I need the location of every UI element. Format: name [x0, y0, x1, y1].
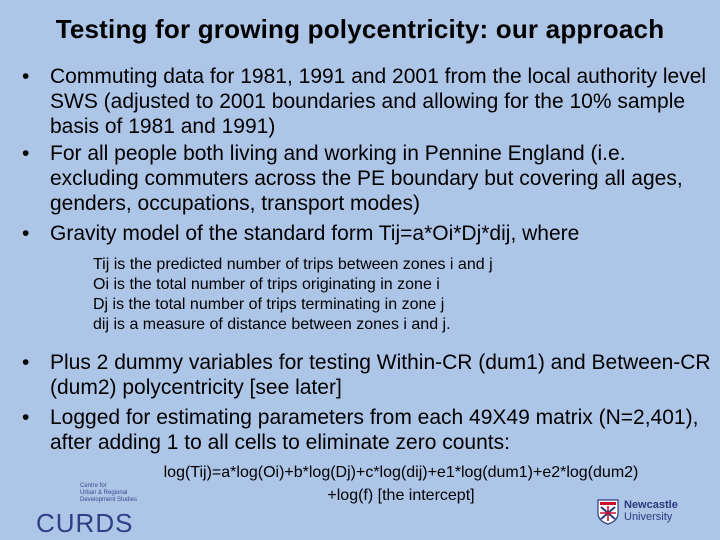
definitions-list [93, 255, 693, 335]
bullet-marker: • [22, 222, 30, 245]
bullet-text: Plus 2 dummy variables for testing Within-CR (dum1) and Between-CR (dum2) polycentricity [see later] [50, 351, 711, 399]
bullet-marker: • [22, 142, 30, 165]
formula-line-2: +log(f) [the intercept] [327, 487, 475, 504]
bullet-marker: • [22, 406, 30, 429]
newcastle-university-logo [597, 499, 697, 527]
definition-oi: Oi is the total number of trips originating in zone i [93, 276, 440, 293]
bullet-marker: • [22, 65, 30, 88]
bullet-marker: • [22, 351, 30, 374]
definition-tij: Tij is the predicted number of trips between zones i and j [93, 256, 493, 273]
bullet-text: Commuting data for 1981, 1991 and 2001 from the local authority level SWS (adjusted to 2001 boundaries and allowing for the 10% sample basis of 1981 and 1991) [50, 65, 707, 138]
bullet-text: Logged for estimating parameters from each 49X49 matrix (N=2,401), after adding 1 to all cells to eliminate zero counts: [50, 406, 699, 454]
bullet-population [22, 141, 712, 216]
definition-dj: Dj is the total number of trips terminating in zone j [93, 296, 445, 313]
curds-subtitle-line: Development Studies [80, 497, 138, 503]
bullet-text: For all people both living and working in Pennine England (i.e. excluding commuters across the PE boundary but covering all ages, genders, occupations, transport modes) [50, 142, 683, 215]
formula-line-1: log(Tij)=a*log(Oi)+b*log(Dj)+c*log(dij)+e1*log(dum1)+e2*log(dum2) [163, 464, 639, 481]
bullet-dummy-variables [22, 350, 712, 400]
slide-title: Testing for growing polycentricity: our approach [55, 14, 665, 44]
newcastle-name: Newcastle [624, 499, 678, 511]
newcastle-university-label: University [624, 511, 673, 523]
bullet-logged [22, 405, 712, 455]
bullet-text: Gravity model of the standard form Tij=a*Oi*Dj*dij, where [50, 222, 580, 245]
curds-subtitle [80, 483, 160, 504]
university-crest-icon [597, 499, 619, 525]
bullet-gravity-model [22, 221, 712, 246]
curds-wordmark: CURDS [36, 508, 134, 538]
definition-dij: dij is a measure of distance between zones i and j. [93, 316, 451, 333]
curds-subtitle-line: Centre for [80, 483, 107, 489]
bullet-commuting-data [22, 64, 712, 139]
curds-subtitle-line: Urban & Regional [80, 490, 128, 496]
